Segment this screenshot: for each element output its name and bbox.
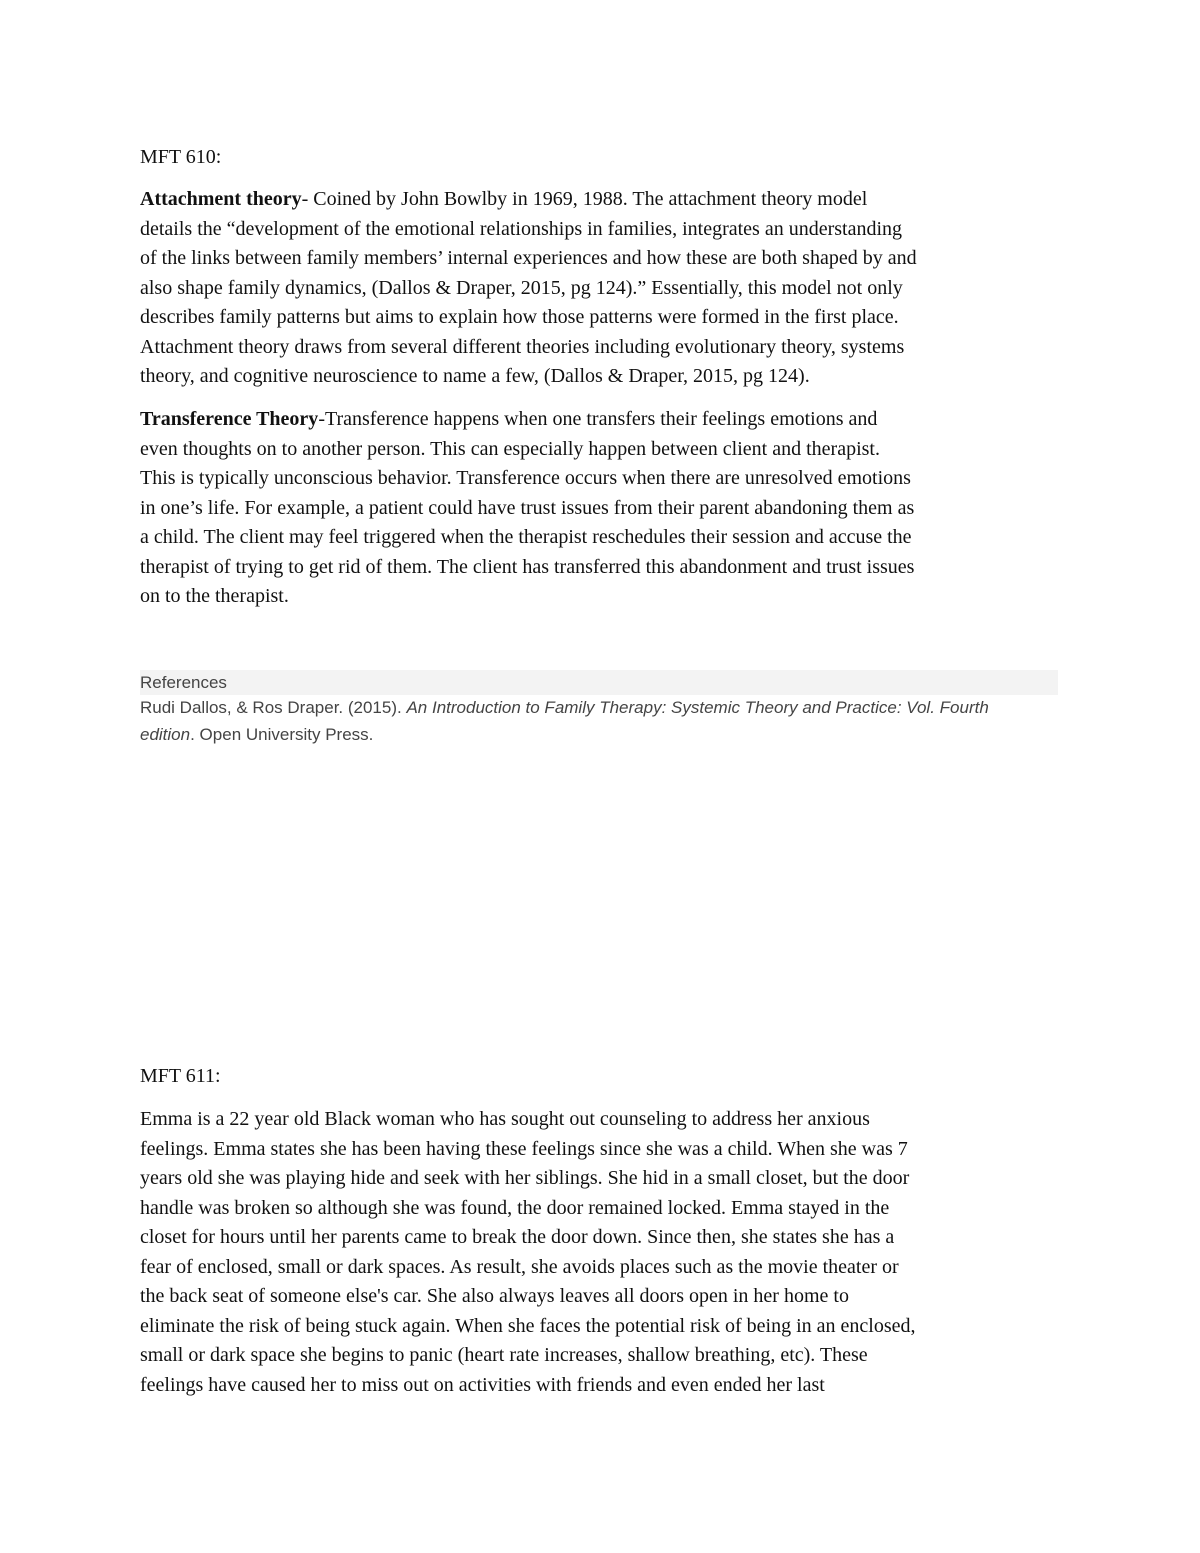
transference-theory-paragraph [140, 405, 914, 612]
heading-text: MFT 611: [140, 1065, 221, 1087]
paragraph-line: feelings. Emma states she has been having these feelings since she was a child. When she was 7 [140, 1137, 908, 1160]
paragraph-line: small or dark space she begins to panic (heart rate increases, shallow breathing, etc). These [140, 1344, 868, 1366]
paragraph-line: This is typically unconscious behavior. Transference occurs when there are unresolved emotions [140, 467, 911, 489]
paragraph-line: feelings have caused her to miss out on activities with friends and even ended her last [140, 1373, 825, 1396]
line-text: -Transference happens when one transfers their feelings emotions and [318, 408, 878, 430]
paragraph-line: details the “development of the emotional relationships in families, integrates an understanding [140, 217, 903, 240]
section-heading-mft611 [140, 1062, 221, 1092]
reference-authors: Rudi Dallos, & Ros Draper. (2015). [140, 698, 407, 717]
attachment-theory-paragraph [140, 185, 917, 392]
reference-line [140, 695, 1058, 722]
paragraph-line: eliminate the risk of being stuck again. When she faces the potential risk of being in an enclosed, [140, 1314, 916, 1337]
paragraph-line: a child. The client may feel triggered when the therapist reschedules their session and accuse the [140, 526, 912, 548]
paragraph-line: fear of enclosed, small or dark spaces. As result, she avoids places such as the movie theater or [140, 1255, 899, 1278]
reference-title: An Introduction to Family Therapy: Systemic Theory and Practice: Vol. Fourth [406, 698, 989, 717]
reference-line [140, 722, 1058, 749]
reference-title: edition [140, 724, 191, 744]
heading-text: MFT 610: [140, 146, 222, 168]
paragraph-line: describes family patterns but aims to explain how those patterns were formed in the first place. [140, 306, 899, 328]
paragraph-line: Attachment theory draws from several different theories including evolutionary theory, systems [140, 335, 905, 358]
paragraph-line: on to the therapist. [140, 585, 289, 607]
paragraph-line: closet for hours until her parents came to break the door down. Since then, she states she has a [140, 1226, 895, 1248]
references-heading: References [140, 670, 1058, 695]
paragraph-line [140, 405, 914, 435]
line-text: - Coined by John Bowlby in 1969, 1988. The attachment theory model [301, 188, 868, 210]
paragraph-line: the back seat of someone else's car. She also always leaves all doors open in her home to [140, 1285, 849, 1307]
paragraph-line: years old she was playing hide and seek with her siblings. She hid in a small closet, but the door [140, 1167, 910, 1189]
paragraph-line: therapist of trying to get rid of them. The client has transferred this abandonment and trust issues [140, 555, 915, 578]
paragraph-line: theory, and cognitive neuroscience to name a few, (Dallos & Draper, 2015, pg 124). [140, 365, 810, 387]
references-section [140, 670, 1058, 748]
section-heading-mft610 [140, 143, 221, 173]
paragraph-line: even thoughts on to another person. This can especially happen between client and therapist. [140, 437, 880, 460]
paragraph-line: in one’s life. For example, a patient could have trust issues from their parent abandoning them as [140, 496, 915, 519]
paragraph-line: of the links between family members’ internal experiences and how these are both shaped by and [140, 247, 917, 269]
case-paragraph [140, 1105, 916, 1400]
paragraph-line: Emma is a 22 year old Black woman who has sought out counseling to address her anxious [140, 1108, 870, 1130]
reference-publisher: . Open University Press. [190, 724, 374, 744]
term-transference-theory: Transference Theory [140, 408, 319, 430]
paragraph-line: also shape family dynamics, (Dallos & Draper, 2015, pg 124).” Essentially, this model not only [140, 276, 903, 299]
paragraph-line [140, 185, 917, 215]
term-attachment-theory: Attachment theory [140, 188, 302, 210]
paragraph-line: handle was broken so although she was found, the door remained locked. Emma stayed in the [140, 1196, 890, 1219]
